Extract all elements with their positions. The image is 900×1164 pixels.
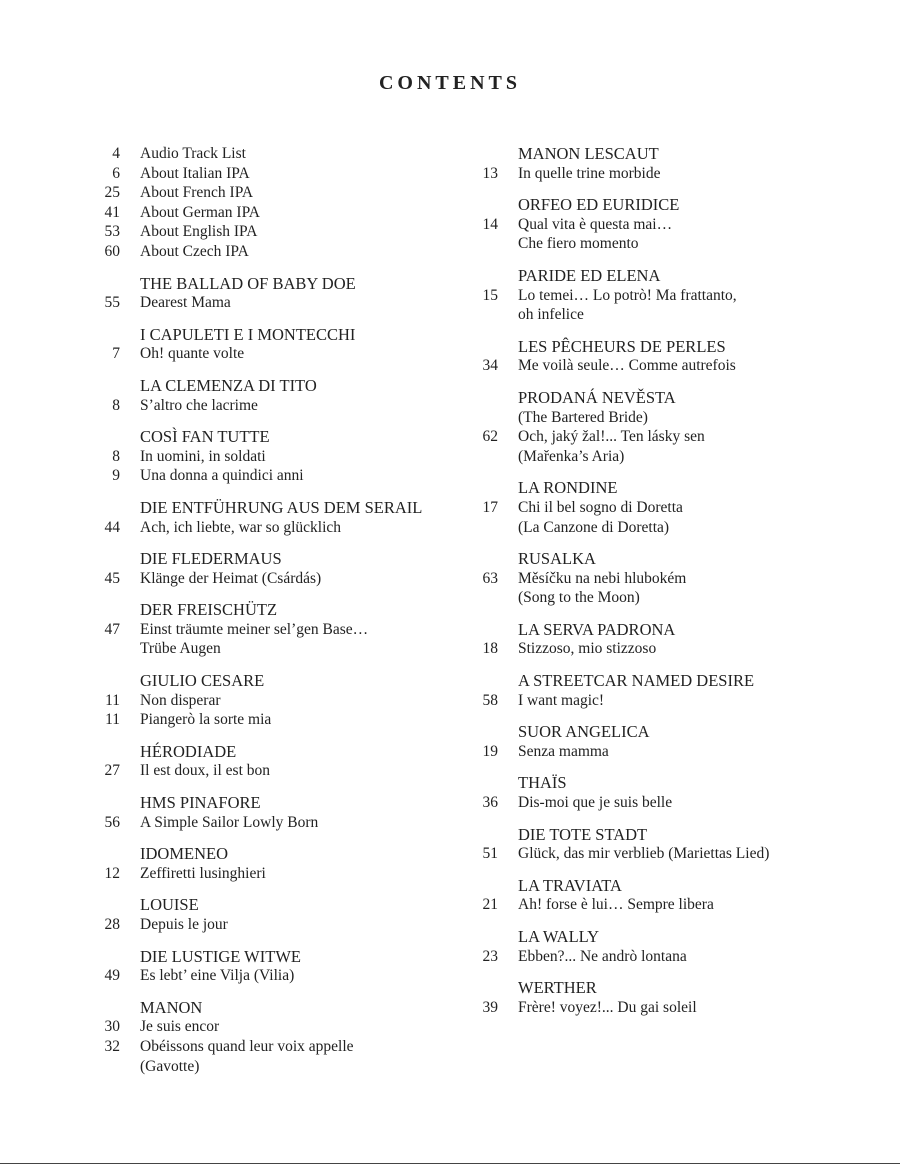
page-number: 12 — [104, 864, 120, 882]
contents-entry — [462, 408, 892, 428]
aria-title: About German IPA — [140, 203, 260, 221]
contents-entry — [84, 164, 464, 184]
page-number: 27 — [104, 762, 120, 780]
contents-entry — [462, 447, 892, 467]
contents-entry — [462, 588, 892, 608]
contents-entry — [84, 1017, 464, 1037]
page-number: 36 — [482, 794, 498, 812]
contents-entry — [462, 569, 892, 589]
aria-title: In uomini, in soldati — [140, 447, 266, 465]
opera-title: LA TRAVIATA — [518, 875, 622, 895]
page-number: 9 — [112, 467, 120, 485]
aria-title: I want magic! — [518, 691, 605, 709]
opera-title: HMS PINAFORE — [140, 793, 261, 813]
contents-entry — [84, 344, 464, 364]
opera-title: THAÏS — [518, 773, 567, 793]
opera-title: DIE FLEDERMAUS — [140, 549, 282, 569]
page-number: 53 — [104, 223, 120, 241]
aria-title: About Italian IPA — [140, 164, 250, 182]
aria-title: Obéissons quand leur voix appelle — [140, 1037, 354, 1055]
section-gap — [462, 183, 892, 195]
section-gap — [462, 376, 892, 388]
page-number: 49 — [104, 967, 120, 985]
contents-entry — [462, 356, 892, 376]
aria-title: Einst träumte meiner sel’gen Base… — [140, 620, 369, 638]
aria-title: Non disperar — [140, 691, 221, 709]
opera-title: MANON — [140, 997, 203, 1017]
section-gap — [84, 364, 464, 376]
aria-title: Qual vita è questa mai… — [518, 215, 673, 233]
contents-entry — [84, 966, 464, 986]
section-gap — [84, 730, 464, 742]
page-number: 17 — [482, 498, 498, 516]
page-number: 21 — [482, 896, 498, 914]
contents-entry — [84, 710, 464, 730]
section-gap — [462, 915, 892, 927]
aria-title: S’altro che lacrime — [140, 396, 258, 414]
page-number: 44 — [104, 518, 120, 536]
contents-entry — [84, 183, 464, 203]
aria-title: Una donna a quindici anni — [140, 467, 304, 485]
aria-title: Ach, ich liebte, war so glücklich — [140, 518, 342, 536]
section-gap — [84, 986, 464, 998]
opera-title: LA RONDINE — [518, 478, 618, 498]
opera-title: WERTHER — [518, 978, 597, 998]
aria-title: Och, jaký žal!... Ten lásky sen — [518, 428, 705, 446]
aria-title: In quelle trine morbide — [518, 164, 661, 182]
aria-title: Ah! forse è lui… Sempre libera — [518, 896, 714, 914]
aria-title: Zeffiretti lusinghieri — [140, 864, 266, 882]
section-gap — [462, 325, 892, 337]
contents-entry — [84, 639, 464, 659]
contents-entry — [462, 305, 892, 325]
contents-entry — [84, 466, 464, 486]
aria-title: Il est doux, il est bon — [140, 762, 271, 780]
contents-entry — [84, 447, 464, 467]
page-number: 41 — [104, 203, 120, 221]
aria-title: About English IPA — [140, 223, 258, 241]
opera-title: THE BALLAD OF BABY DOE — [140, 273, 356, 293]
section-gap — [84, 832, 464, 844]
page-number: 11 — [105, 691, 120, 709]
aria-title: Es lebt’ eine Vilja (Vilia) — [140, 967, 295, 985]
opera-title: ORFEO ED EURIDICE — [518, 195, 680, 215]
contents-entry — [462, 742, 892, 762]
page-number: 4 — [112, 145, 120, 162]
contents-entry — [462, 639, 892, 659]
page-number: 8 — [112, 447, 120, 465]
opera-title: DIE TOTE STADT — [518, 824, 648, 844]
page-number: 28 — [104, 916, 120, 933]
contents-entry — [84, 144, 464, 164]
page-number: 45 — [104, 569, 120, 587]
contents-entry — [84, 396, 464, 416]
section-gap — [84, 262, 464, 274]
page-number: 7 — [112, 345, 120, 363]
contents-entry — [462, 427, 892, 447]
opera-title: COSÌ FAN TUTTE — [140, 427, 270, 447]
contents-entry — [462, 164, 892, 184]
contents-entry — [84, 691, 464, 711]
opera-title: PARIDE ED ELENA — [518, 265, 661, 285]
opera-title: DIE LUSTIGE WITWE — [140, 946, 301, 966]
contents-entry — [462, 844, 892, 864]
opera-title: SUOR ANGELICA — [518, 722, 650, 742]
page-number: 58 — [482, 691, 498, 709]
page-number: 19 — [482, 742, 498, 760]
page-number: 13 — [482, 164, 498, 182]
page-number: 6 — [112, 164, 120, 182]
aria-title: Klänge der Heimat (Csárdás) — [140, 569, 322, 587]
aria-title: Oh! quante volte — [140, 345, 245, 363]
contents-entry — [462, 498, 892, 518]
aria-title: Lo temei… Lo potrò! Ma frattanto, — [518, 286, 737, 304]
page-number: 39 — [482, 998, 498, 1016]
section-gap — [462, 864, 892, 876]
opera-title: MANON LESCAUT — [518, 144, 659, 163]
contents-entry — [462, 691, 892, 711]
page-number: 63 — [482, 569, 498, 587]
page-title: CONTENTS — [378, 72, 522, 94]
opera-title: LA SERVA PADRONA — [518, 619, 676, 639]
page-number: 15 — [482, 286, 498, 304]
page-number: 34 — [482, 357, 498, 375]
section-gap — [462, 659, 892, 671]
aria-title: About French IPA — [140, 184, 254, 202]
aria-title: (Song to the Moon) — [518, 589, 640, 607]
opera-title: I CAPULETI E I MONTECCHI — [140, 324, 356, 344]
page-number: 62 — [482, 428, 498, 446]
aria-title: Dis-moi que je suis belle — [518, 794, 673, 812]
aria-title: Depuis le jour — [140, 916, 228, 933]
section-gap — [84, 486, 464, 498]
section-gap — [84, 935, 464, 947]
contents-entry — [84, 242, 464, 262]
opera-title: LA WALLY — [518, 927, 599, 946]
section-gap — [84, 883, 464, 895]
section-gap — [84, 313, 464, 325]
aria-title: Chi il bel sogno di Doretta — [518, 498, 683, 516]
contents-entry — [462, 234, 892, 254]
aria-title: Che fiero momento — [518, 235, 639, 253]
contents-entry — [84, 1057, 464, 1077]
contents-entry — [84, 1037, 464, 1057]
aria-title: Audio Track List — [140, 145, 246, 162]
page-number: 51 — [482, 845, 498, 863]
contents-entry — [462, 998, 892, 1018]
aria-title: Senza mamma — [518, 742, 609, 760]
page-number: 8 — [112, 396, 120, 414]
section-gap — [84, 537, 464, 549]
opera-title: HÉRODIADE — [140, 741, 237, 761]
section-gap — [462, 466, 892, 478]
page-number: 30 — [104, 1018, 120, 1036]
section-gap — [84, 781, 464, 793]
opera-title: GIULIO CESARE — [140, 671, 265, 691]
opera-title: DER FREISCHÜTZ — [140, 600, 278, 620]
contents-entry — [462, 215, 892, 235]
aria-title: (La Canzone di Doretta) — [518, 518, 670, 536]
contents-entry — [84, 915, 464, 935]
aria-title: Me voilà seule… Comme autrefois — [518, 357, 736, 375]
contents-column-right — [462, 144, 892, 1017]
page-number: 11 — [105, 711, 120, 729]
opera-title: LA CLEMENZA DI TITO — [140, 375, 317, 395]
opera-title: RUSALKA — [518, 549, 596, 569]
contents-entry — [462, 518, 892, 538]
contents-entry — [462, 895, 892, 915]
aria-title: Trübe Augen — [140, 640, 221, 658]
aria-title: Dearest Mama — [140, 294, 231, 312]
section-gap — [462, 608, 892, 620]
opera-title: LES PÊCHEURS DE PERLES — [518, 336, 726, 356]
aria-title: (The Bartered Bride) — [518, 408, 648, 426]
aria-title: (Gavotte) — [140, 1057, 200, 1075]
page-number: 56 — [104, 813, 120, 831]
opera-title: IDOMENEO — [140, 844, 228, 864]
section-gap — [462, 710, 892, 722]
aria-title: oh infelice — [518, 306, 584, 324]
page-number: 23 — [482, 947, 498, 965]
opera-title: DIE ENTFÜHRUNG AUS DEM SERAIL — [140, 497, 423, 517]
page-number: 32 — [104, 1037, 120, 1055]
section-gap — [84, 415, 464, 427]
page-number: 60 — [104, 242, 120, 260]
contents-entry — [84, 203, 464, 223]
contents-entry — [84, 222, 464, 242]
aria-title: Piangerò la sorte mia — [140, 711, 272, 729]
contents-entry — [462, 947, 892, 967]
aria-title: Frère! voyez!... Du gai soleil — [518, 998, 697, 1016]
opera-title: PRODANÁ NEVĚSTA — [518, 387, 676, 407]
opera-title: LOUISE — [140, 895, 199, 915]
section-gap — [462, 813, 892, 825]
page-number: 18 — [482, 640, 498, 658]
contents-entry — [462, 286, 892, 306]
contents-entry — [84, 518, 464, 538]
aria-title: (Mařenka’s Aria) — [518, 447, 625, 465]
section-gap — [84, 659, 464, 671]
contents-entry — [84, 813, 464, 833]
section-gap — [462, 537, 892, 549]
aria-title: A Simple Sailor Lowly Born — [140, 813, 319, 831]
page-number: 25 — [104, 184, 120, 202]
contents-entry — [462, 793, 892, 813]
section-gap — [462, 966, 892, 978]
contents-column-left — [84, 144, 464, 1076]
aria-title: Ebben?... Ne andrò lontana — [518, 947, 687, 965]
aria-title: Je suis encor — [140, 1018, 220, 1036]
contents-entry — [84, 293, 464, 313]
contents-entry — [84, 569, 464, 589]
contents-entry — [84, 761, 464, 781]
aria-title: Glück, das mir verblieb (Mariettas Lied) — [518, 845, 770, 863]
aria-title: Měsíčku na nebi hlubokém — [518, 569, 687, 587]
opera-title: A STREETCAR NAMED DESIRE — [518, 671, 755, 691]
aria-title: Stizzoso, mio stizzoso — [518, 640, 657, 658]
page-number: 55 — [104, 294, 120, 312]
section-gap — [462, 254, 892, 266]
section-gap — [84, 588, 464, 600]
contents-entry — [84, 864, 464, 884]
section-gap — [462, 761, 892, 773]
page-number: 47 — [104, 620, 120, 638]
contents-entry — [84, 620, 464, 640]
aria-title: About Czech IPA — [140, 242, 249, 260]
page-number: 14 — [482, 215, 498, 233]
